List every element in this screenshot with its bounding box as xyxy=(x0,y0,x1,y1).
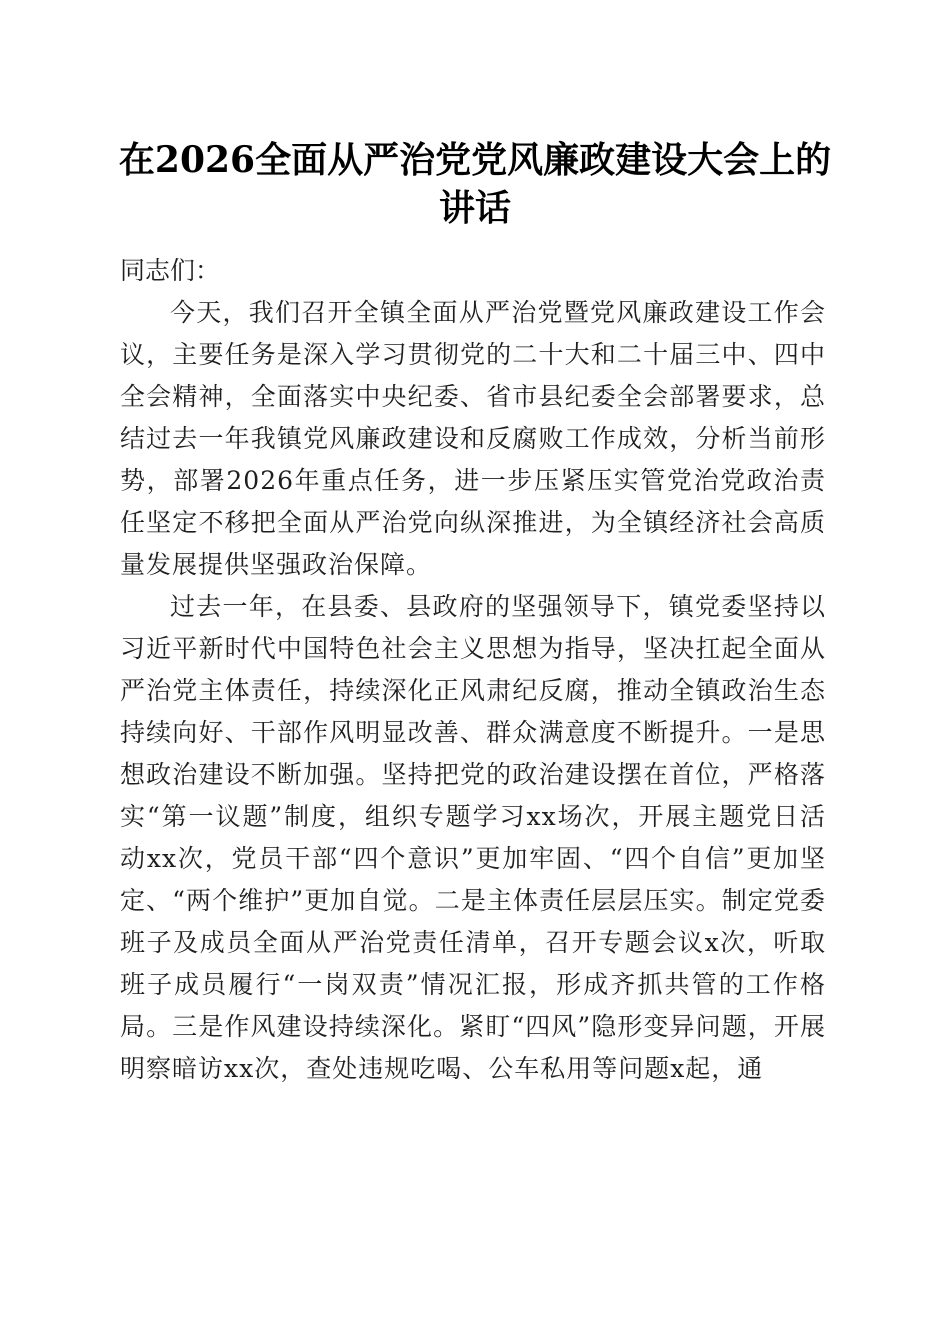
paragraph-opening: 今天，我们召开全镇全面从严治党暨党风廉政建设工作会议，主要任务是深入学习贯彻党的二十大和二十届三中、四中全会精神，全面落实中央纪委、省市县纪委全会部署要求，总结过去一年我镇党风廉政建设和反腐败工作成效，分析当前形势，部署2026年重点任务，进一步压紧压实管党治党政治责任坚定不移把全面从严治党向纵深推进，为全镇经济社会高质量发展提供坚强政治保障。 xyxy=(120,298,826,579)
document-body xyxy=(120,250,826,1090)
paragraph-review: 过去一年，在县委、县政府的坚强领导下，镇党委坚持以习近平新时代中国特色社会主义思想为指导，坚决扛起全面从严治党主体责任，持续深化正风肃纪反腐，推动全镇政治生态持续向好、干部作风明显改善、群众满意度不断提升。一是思想政治建设不断加强。坚持把党的政治建设摆在首位，严格落实“第一议题”制度，组织专题学习xx场次，开展主题党日活动xx次，党员干部“四个意识”更加牢固、“四个自信”更加坚定、“两个维护”更加自觉。二是主体责任层层压实。制定党委班子及成员全面从严治党责任清单，召开专题会议x次，听取班子成员履行“一岗双责”情况汇报，形成齐抓共管的工作格局。三是作风建设持续深化。紧盯“四风”隐形变异问题，开展明察暗访xx次，查处违规吃喝、公车私用等问题x起，通 xyxy=(120,592,826,1083)
document-title: 在2026全面从严治党党风廉政建设大会上的讲话 xyxy=(118,139,832,229)
salutation: 同志们： xyxy=(120,256,221,285)
